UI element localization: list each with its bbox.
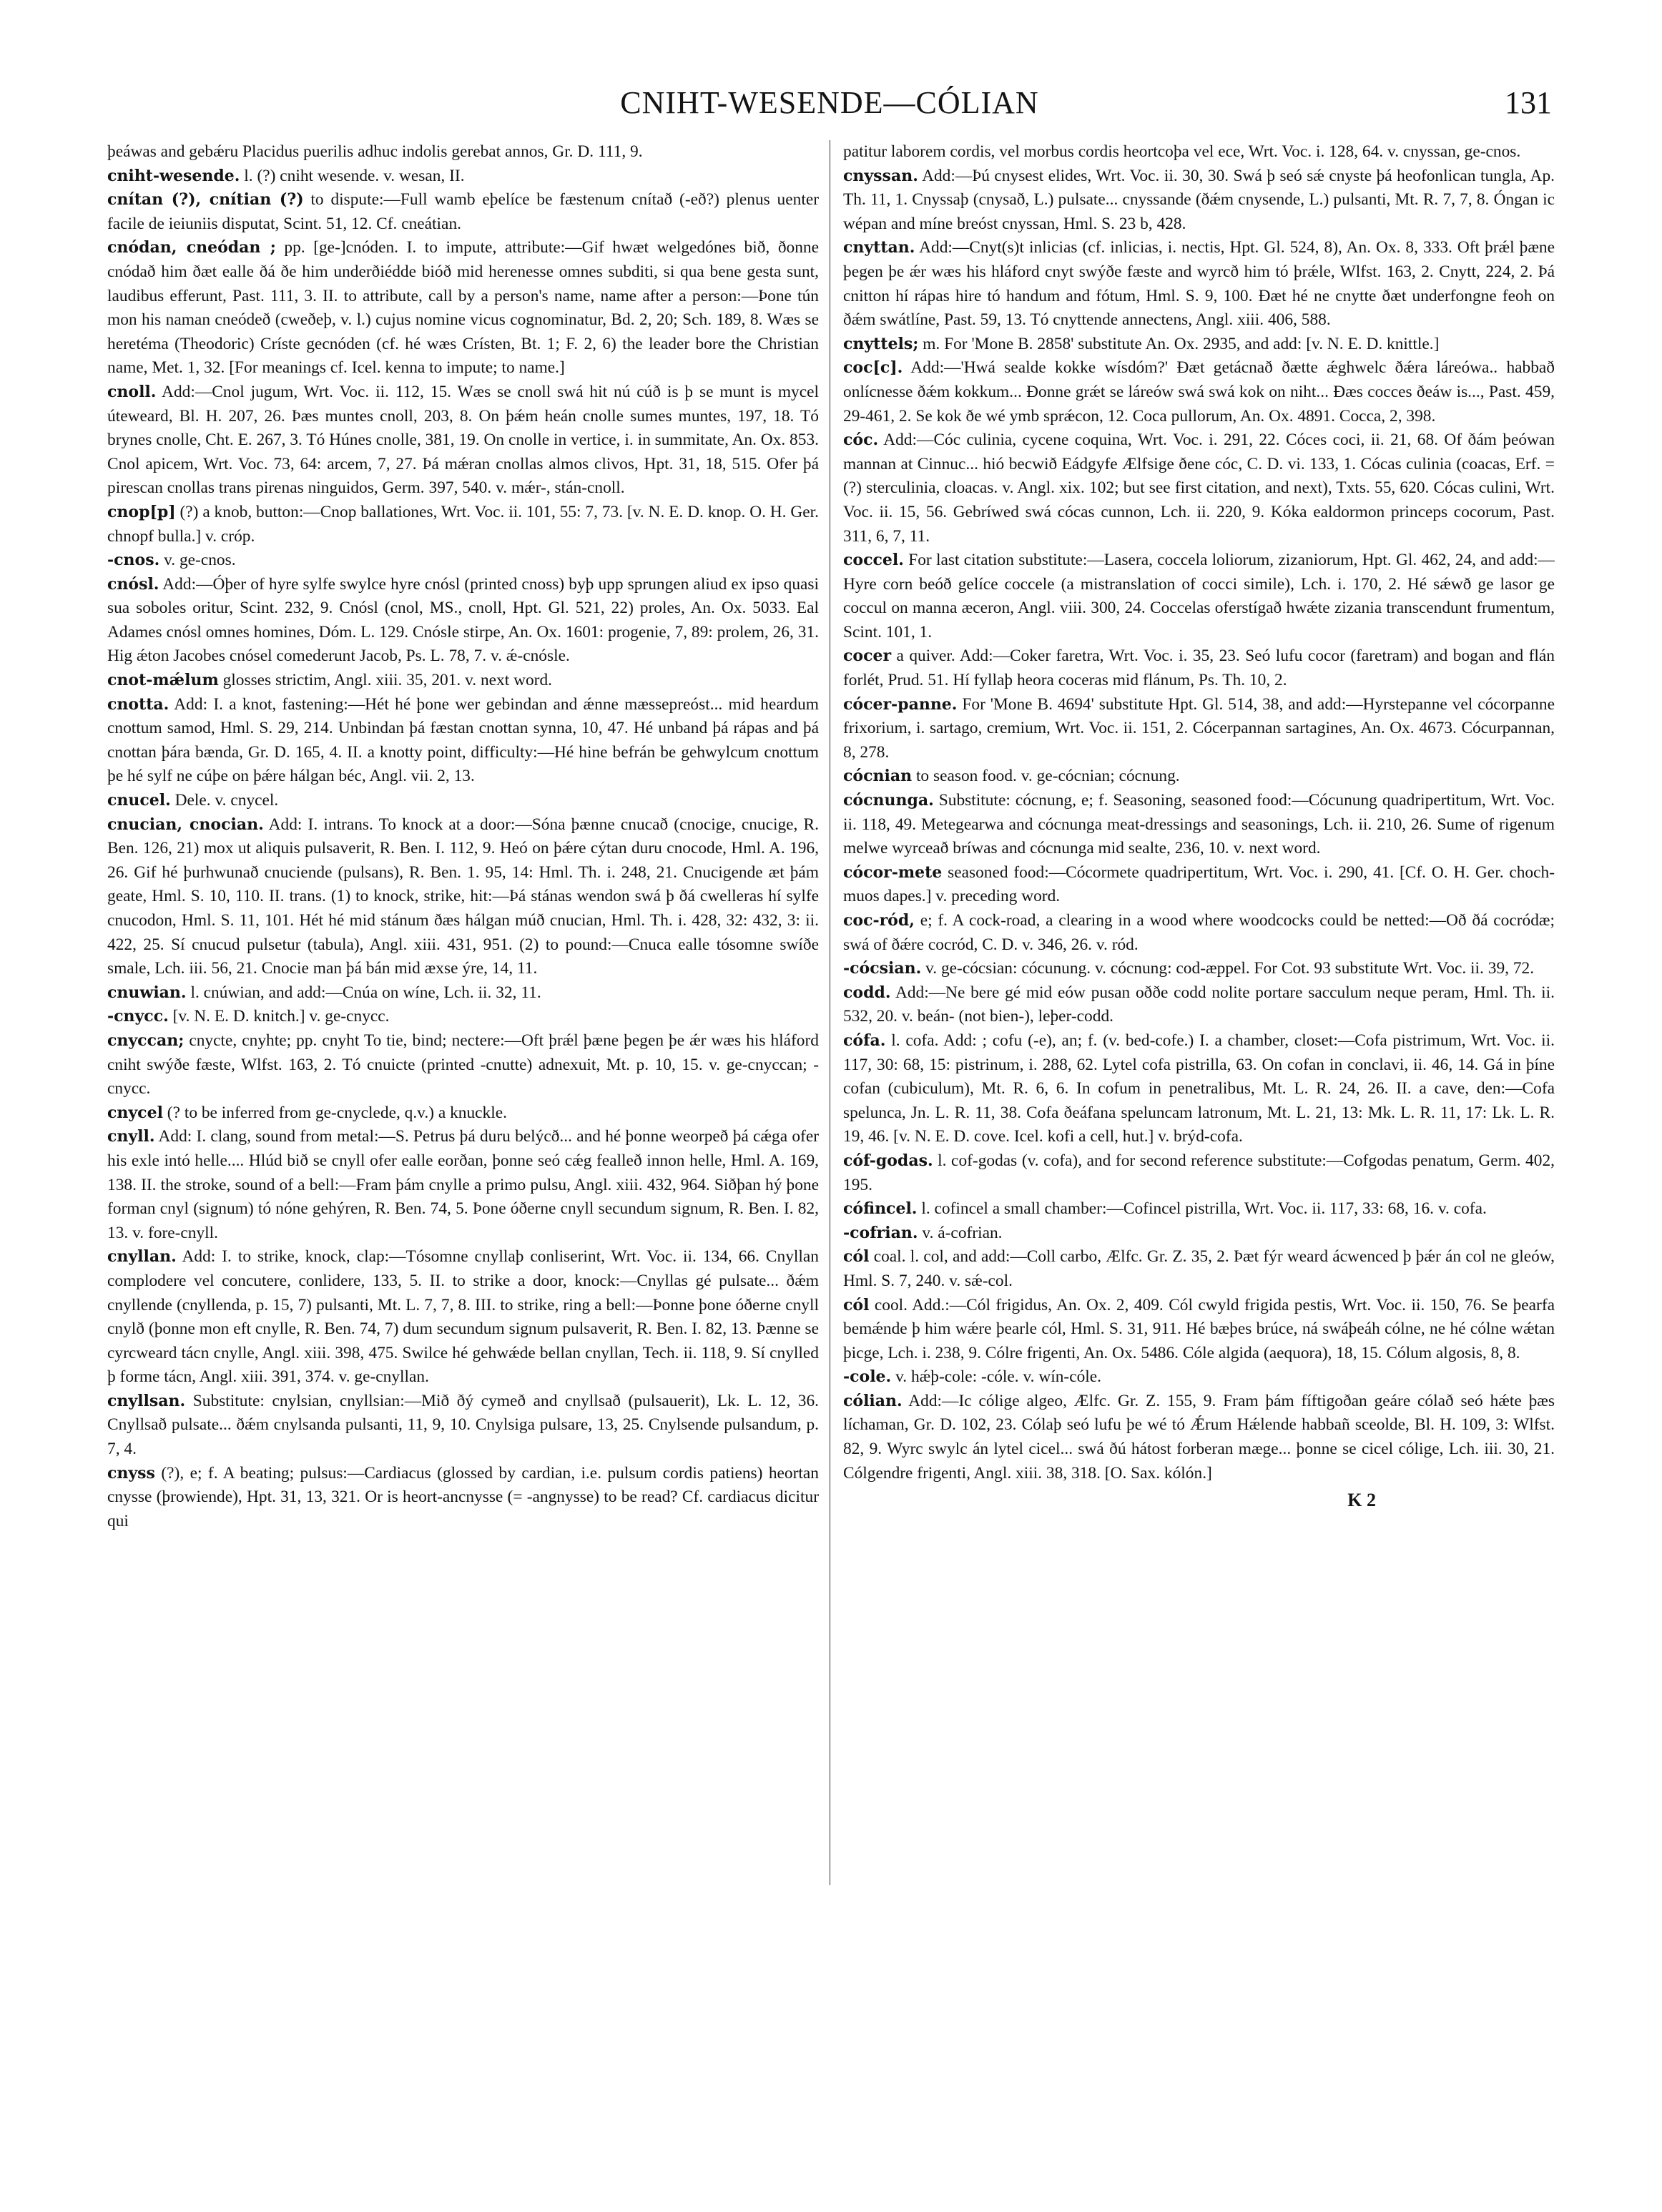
- entry-definition: coal. l. col, and add:—Coll carbo, Ælfc. Gr. Z. 35, 2. Þæt fýr weard ácwenced þ þǽr án col ne gleów, Hml. S. 7, 240. v. sǽ-col.: [843, 1247, 1555, 1290]
- entry-headword: cóc.: [843, 431, 879, 450]
- dictionary-entry: [843, 1221, 1555, 1246]
- entry-headword: cnyttan.: [843, 238, 915, 257]
- entry-definition: to season food. v. ge-cócnian; cócnung.: [915, 767, 1180, 786]
- entry-definition: [v. N. E. D. knitch.] v. ge-cnycc.: [172, 1007, 390, 1026]
- page-header: [107, 84, 1552, 142]
- dictionary-entry: [843, 1245, 1555, 1293]
- entry-definition: Dele. v. cnycel.: [174, 791, 279, 810]
- signature-mark: K 2: [1347, 1490, 1376, 1511]
- entry-definition: e; f. A cock-road, a clearing in a wood where woodcocks could be netted:—Oð ðá cocródæ; swá of ðǽre cocród, C. D. v. 346, 26. v. ród.: [843, 911, 1555, 954]
- text-columns: [107, 140, 1555, 2171]
- dictionary-entry: [843, 1294, 1555, 1366]
- entry-definition: þeáwas and gebǽru Placidus puerilis adhuc indolis gerebat annos, Gr. D. 111, 9.: [107, 142, 643, 161]
- entry-definition: l. cof-godas (v. cofa), and for second reference substitute:—Cofgodas penatum, Germ. 402, 195.: [843, 1151, 1555, 1194]
- entry-definition: Add:—Cnol jugum, Wrt. Voc. ii. 112, 15. Wæs se cnoll swá hit nú cúð is þ se munt is mycel úteweard, Bl. H. 207, 26. Þæs muntes cnoll, 203, 8. On þǽm heán cnolle sumes muntes, 197, 18. Tó brynes cnolle, Cht. E. 267, 3. Tó Húnes cnolle, 381, 19. On cnolle in vertice, i. in summitate, An. Ox. 853. Cnol apicem, Wrt. Voc. 73, 64: arcem, 7, 27. Þá mǽran cnollas almos clivos, Hpt. 31, 18, 515. Ofer þá pirescan cnollas trans pirenas ninguidos, Germ. 397, 540. v. mǽr-, stán-cnoll.: [107, 382, 819, 498]
- entry-headword: cócnian: [843, 767, 913, 786]
- entry-definition: v. ge-cnos.: [164, 551, 236, 570]
- dictionary-entry: [107, 549, 819, 573]
- dictionary-entry: [107, 380, 819, 501]
- entry-definition: Substitute: cócnung, e; f. Seasoning, seasoned food:—Cócunung quadripertitum, Wrt. Voc. ii. 118, 49. Metegearwa and cócnunga meat-dressings and seasonings, Lch. ii. 210, 26. Sume of rigenum melwe wyrceað bríwas and cócnunga mid sealte, 236, 10. v. next word.: [843, 791, 1555, 858]
- entry-headword: -cócsian.: [843, 959, 922, 978]
- entry-definition: Add:—Þú cnysest elides, Wrt. Voc. ii. 30, 30. Swá þ seó sǽ cnyste þá heofonlican tungla, Ap. Th. 11, 1. Cnyssaþ (cnysað, L.) pulsate... cnyssande (ðǽm cnysende, L.) pulsanti, Mt. R. 7, 7, 8. Óngan ic wépan and míne breóst cnyssan, Hml. S. 23 b, 428.: [843, 166, 1555, 233]
- entry-headword: cnotta.: [107, 694, 169, 714]
- dictionary-entry: [107, 140, 819, 164]
- entry-headword: cnyllan.: [107, 1247, 177, 1267]
- entry-definition: (?), e; f. A beating; pulsus:—Cardiacus (glossed by cardian, i.e. pulsum cordis patiens) heortan cnysse (þrowiende), Hpt. 31, 13, 321. Or is heort-ancnysse (= -angnysse) to be read? Cf. cardiacus dicitur qui: [107, 1463, 819, 1530]
- dictionary-entry: [843, 1029, 1555, 1149]
- entry-definition: cool. Add.:—Cól frigidus, An. Ox. 2, 409. Cól cwyld frigida pestis, Wrt. Voc. ii. 150, 76. Se þearfa bemǽnde þ him wǽre þearle cól, Hml. S. 31, 911. Hé bæþes brúce, ná swáþeáh cólne, ne hé cólne wǽtan þicge, Lch. i. 238, 9. Cólre frigenti, An. Ox. 5486. Cóle algida (aequora), 18, 15. Cólum algosis, 8, 8.: [843, 1295, 1555, 1362]
- dictionary-entry: [107, 573, 819, 669]
- entry-headword: -cofrian.: [843, 1223, 918, 1242]
- dictionary-entry: [843, 1149, 1555, 1197]
- dictionary-entry: [107, 693, 819, 789]
- dictionary-entry: [843, 1365, 1555, 1390]
- left-column: [107, 140, 819, 2171]
- page-number: 131: [1505, 85, 1552, 120]
- dictionary-entry: [843, 140, 1555, 164]
- entry-headword: -cnycc.: [107, 1007, 169, 1026]
- entry-definition: seasoned food:—Cócormete quadripertitum, Wrt. Voc. i. 290, 41. [Cf. O. H. Ger. choch-muos dapes.] v. preceding word.: [843, 862, 1555, 906]
- entry-definition: Add: I. clang, sound from metal:—S. Petrus þá duru belýcð... and hé þonne weorpeð þá cǽga ofer his exle intó helle.... Hlúd bið se cnyll ofer ealle eorðan, þonne seó cǽg fealleð innon helle, Hml. A. 169, 138. II. the stroke, sound of a bell:—Fram þám cnylle a primo pulsu, Angl. xiii. 432, 964. Siðþan hý þone forman cnyl (signum) tó nóne gehýren, R. Ben. 74, 5. Þone óðerne cnyll secundum signum, R. Ben. I. 82, 13. v. fore-cnyll.: [107, 1127, 819, 1242]
- entry-headword: coccel.: [843, 551, 904, 570]
- entry-headword: cnyll.: [107, 1127, 155, 1146]
- dictionary-entry: [107, 188, 819, 236]
- dictionary-entry: [107, 1462, 819, 1534]
- entry-headword: coc-ród,: [843, 911, 915, 930]
- entry-headword: cófincel.: [843, 1199, 918, 1219]
- entry-definition: Add: I. a knot, fastening:—Hét hé þone wer gebindan and ǽnne mæssepreóst... mid heardum cnottum samod, Hml. S. 29, 214. Unbindan þá fæstan cnottan synna, 10, 47. Hé unband þá rápas and þá cnottan þára bænda, Gr. D. 165, 4. II. a knotty point, difficulty:—Hé hine befrán be gehwylcum cnottum þe hé sylf ne cúþe on þǽre hálgan béc, Angl. vii. 2, 13.: [107, 694, 819, 786]
- entry-headword: cól: [843, 1247, 870, 1267]
- dictionary-entry: [843, 981, 1555, 1029]
- entry-headword: cólian.: [843, 1391, 903, 1410]
- dictionary-entry: [843, 236, 1555, 332]
- dictionary-entry: [107, 669, 819, 693]
- entry-headword: -cnos.: [107, 551, 160, 570]
- entry-definition: Add:—Cóc culinia, cycene coquina, Wrt. Voc. i. 291, 22. Cóces coci, ii. 21, 68. Of ðám þeówan mannan at Cinnuc... hió becwið Eádgyfe Ælfsige ðene cóc, C. D. vi. 133, 1. Cócas culinia (coacas, Erf. = (?) sterculinia, cloacas. v. Angl. xix. 102; but see first citation, and next), Txts. 55, 620. Cócas culini, Wrt. Voc. ii. 15, 56. Gebríwed swá cócas cunnon, Lch. ii. 220, 9. Kóka ealdormon princeps cocorum, Past. 311, 6, 7, 11.: [843, 431, 1555, 546]
- entry-definition: Add:—'Hwá sealde kokke wísdóm?' Ðæt getácnað ðætte ǽghwelc ðǽra láreówa.. habbað onlícnesse ðǽm kokkum... Ðonne grǽt se láreów swá swá kok on niht... Ðæs cocces ðeáw is..., Past. 459, 29-461, 2. Se kok ðe wé ymb sprǽcon, 12. Coca pullorum, An. Ox. 4891. Cocca, 2, 398.: [843, 358, 1555, 426]
- dictionary-entry: [843, 765, 1555, 789]
- entry-headword: cócer-panne.: [843, 694, 958, 714]
- running-head: CNIHT-WESENDE—CÓLIAN: [620, 85, 1039, 120]
- dictionary-entry: [843, 356, 1555, 428]
- entry-headword: cól: [843, 1295, 870, 1314]
- entry-headword: cnycel: [107, 1103, 163, 1122]
- entry-headword: cócor-mete: [843, 862, 943, 882]
- dictionary-entry: [107, 1101, 819, 1126]
- dictionary-entry: [107, 236, 819, 380]
- entry-definition: (?) a knob, button:—Cnop ballationes, Wrt. Voc. ii. 101, 55: 7, 73. [v. N. E. D. knop. O. H. Ger. chnopf bulla.] v. cróp.: [107, 502, 819, 546]
- dictionary-entry: [107, 1245, 819, 1390]
- entry-headword: cnyccan;: [107, 1031, 185, 1050]
- entry-definition: Add:—Cnyt(s)t inlicias (cf. inlicias, i. nectis, Hpt. Gl. 524, 8), An. Ox. 8, 333. Oft þrǽl þæne þegen þe ǽr wæs his hláford cnyt swýðe fæste and wyrcð him tó þrǽle, Wlfst. 163, 2. Cnytt, 224, 2. Þá cnitton hí rápas hire tó handum and fótum, Hml. S. 9, 100. Ðæt hé ne cnytte ðæt underfongne feoh on ðǽm swátlíne, Past. 59, 13. Tó cnyttende annectens, Angl. xiii. 406, 588.: [843, 238, 1555, 330]
- dictionary-entry: [107, 1005, 819, 1029]
- entry-definition: l. (?) cniht wesende. v. wesan, II.: [244, 166, 465, 185]
- dictionary-entry: [107, 1390, 819, 1462]
- entry-definition: to dispute:—Full wamb eþelíce be fæstenum cnítað (-eð?) plenus uenter facile de ieiuniis disputat, Scint. 51, 12. Cf. cneátian.: [107, 190, 819, 233]
- dictionary-entry: [843, 909, 1555, 957]
- entry-definition: Add: I. intrans. To knock at a door:—Sóna þænne cnucað (cnocige, cnucige, R. Ben. 126, 21) mox ut aliquis pulsaverit, R. Ben. I. 112, 9. Heó on þǽre cýtan duru cnocode, Hml. A. 196, 26. Gif hé þurhwunað cnuciende (pulsans), R. Ben. 1. 95, 14: Hml. Th. i. 248, 21. Cnucigende æt þám geate, Hml. S. 10, 110. II. trans. (1) to knock, strike, hit:—Þá stánas wendon swá þ ðá cwelleras hí sylfe cnucodon, Hml. S. 11, 101. Hét hé mid stánum ðæs hálgan múð cnucian, Hml. Th. i. 428, 32: 432, 3: ii. 422, 25. Sí cnucud pulsetur (tabula), Angl. xiii. 431, 951. (2) to pound:—Cnuca ealle tósomne swíðe smale, Lch. iii. 56, 21. Cnocie man þá bán mid æxse ýre, 14, 11.: [107, 815, 819, 978]
- entry-headword: cófa.: [843, 1031, 886, 1050]
- dictionary-entry: [107, 164, 819, 189]
- dictionary-entry: [843, 861, 1555, 909]
- entry-headword: cócnunga.: [843, 791, 934, 810]
- dictionary-entry: [843, 333, 1555, 357]
- entry-definition: patitur laborem cordis, vel morbus cordis heortcoþa vel ece, Wrt. Voc. i. 128, 64. v. cnyssan, ge-cnos.: [843, 142, 1521, 161]
- entry-definition: Add:—Ne bere gé mid eów pusan oððe codd nolite portare sacculum neque peram, Hml. Th. ii. 532, 20. v. beán- (not bien-), leþer-codd.: [843, 983, 1555, 1026]
- entry-definition: l. cnúwian, and add:—Cnúa on wíne, Lch. ii. 32, 11.: [190, 983, 541, 1002]
- entry-definition: For last citation substitute:—Lasera, coccela loliorum, zizaniorum, Hpt. Gl. 462, 24, and add:—Hyre corn beóð gelíce coccele (a mistranslation of cocci simile), Lch. i. 170, 2. Hé sǽwð ge lasor ge coccul on manna æceron, Angl. viii. 300, 24. Coccelas oferstígað hwǽte zizania transcendunt frumentum, Scint. 101, 1.: [843, 551, 1555, 642]
- entry-headword: cnot-mǽlum: [107, 671, 219, 690]
- entry-definition: m. For 'Mone B. 2858' substitute An. Ox. 2935, and add: [v. N. E. D. knittle.]: [923, 334, 1440, 353]
- entry-definition: l. cofincel a small chamber:—Cofincel pistrilla, Wrt. Voc. ii. 117, 33: 68, 16. v. cofa.: [921, 1199, 1487, 1219]
- entry-definition: Add:—Ic cólige algeo, Ælfc. Gr. Z. 155, 9. Fram þám fíftigoðan geáre cólað seó hǽte þæs líchaman, Gr. D. 102, 23. Cólaþ seó lufu þe wé tó Ǽrum Hǽlende habbañ sceolde, Bl. H. 109, 3: Wlfst. 82, 9. Wyrc swylc án lytel cicel... swá ðú hátost forberan mæge... þonne se cicel cólige, Lch. iii. 30, 21. Cólgendre frigenti, Angl. xiii. 38, 318. [O. Sax. kólón.]: [843, 1391, 1555, 1483]
- entry-headword: cnósl.: [107, 574, 159, 594]
- entry-headword: cocer: [843, 647, 892, 666]
- entry-definition: cnycte, cnyhte; pp. cnyht To tie, bind; nectere:—Oft þrǽl þæne þegen þe ǽr wæs his hláford cniht swýðe fæste, Wlfst. 163, 2. Tó cnuicte (printed -cnutte) adnexuit, Mt. p. 10, 15. v. ge-cnyccan; -cnycc.: [107, 1031, 819, 1098]
- entry-definition: v. ge-cócsian: cócunung. v. cócnung: cod-æppel. For Cot. 93 substitute Wrt. Voc. ii. 39, 72.: [925, 959, 1535, 978]
- dictionary-entry: [843, 789, 1555, 861]
- entry-headword: cnyttels;: [843, 334, 919, 353]
- dictionary-entry: [843, 428, 1555, 549]
- entry-definition: (? to be inferred from ge-cnyclede, q.v.) a knuckle.: [167, 1103, 507, 1122]
- entry-headword: cnuwian.: [107, 983, 187, 1002]
- entry-headword: cnyllsan.: [107, 1391, 186, 1410]
- dictionary-entry: [107, 1125, 819, 1245]
- entry-headword: cnódan, cneódan ;: [107, 238, 276, 257]
- entry-headword: cnop[p]: [107, 502, 176, 521]
- dictionary-entry: [843, 164, 1555, 237]
- dictionary-entry: [843, 644, 1555, 692]
- entry-definition: l. cofa. Add: ; cofu (-e), an; f. (v. bed-cofe.) I. a chamber, closet:—Cofa pistrimum, Wrt. Voc. ii. 117, 30: 68, 15: pistrinum, i. 288, 62. Lytel cofa pistrilla, 63. On cofan in conclavi, ii. 46, 14. Gá in þíne cofan (cubiculum), Mt. R. 6, 6. In cofum in penetralibus, Mt. L. R. 24, 26. II. a cave, den:—Cofa spelunca, Jn. L. R. 11, 38. Cofa ðeáfana speluncam latronum, Mt. L. 21, 13: Mk. L. R. 11, 17: Lk. L. R. 19, 46. [v. N. E. D. cove. Icel. kofi a cell, hut.] v. brýd-cofa.: [843, 1031, 1555, 1146]
- entry-definition: glosses strictim, Angl. xiii. 35, 201. v. next word.: [222, 671, 553, 690]
- entry-definition: Add:—Óþer of hyre sylfe swylce hyre cnósl (printed cnoss) byþ upp sprungen aliud ex ipso quasi sua soboles oritur, Scint. 232, 9. Cnósl (cnol, MS., cnoll, Hpt. Gl. 521, 22) proles, An. Ox. 5033. Eal Adames cnósl omnes homines, Dóm. L. 129. Cnósle stirpe, An. Ox. 1601: progenie, 7, 89: prolem, 26, 31. Hig ǽton Jacobes cnósel comederunt Jacob, Ps. L. 78, 7. v. ǽ-cnósle.: [107, 574, 819, 666]
- entry-definition: v. á-cofrian.: [922, 1223, 1003, 1242]
- entry-headword: cnyss: [107, 1463, 155, 1483]
- entry-definition: For 'Mone B. 4694' substitute Hpt. Gl. 514, 38, and add:—Hyrstepanne vel cócorpanne frixorium, i. sartago, cremium, Wrt. Voc. ii. 151, 2. Cócerpannan sartagines, An. Ox. 4673. Cócurpannan, 8, 278.: [843, 694, 1555, 762]
- entry-headword: cniht-wesende.: [107, 166, 240, 185]
- dictionary-entry: [843, 693, 1555, 765]
- entry-definition: v. hǽþ-cole: -cóle. v. wín-cóle.: [895, 1367, 1102, 1387]
- dictionary-entry: [107, 813, 819, 981]
- entry-definition: Substitute: cnylsian, cnyllsian:—Mið ðý cymeð and cnyllsað (pulsauerit), Lk. L. 12, 36. Cnyllsað pulsate... ðǽm cnylsanda pulsanti, 11, 9, 10. Cnylsiga pulsare, 13, 25. Cnylsende pulsandum, p. 7, 4.: [107, 1391, 819, 1459]
- entry-definition: a quiver. Add:—Coker faretra, Wrt. Voc. i. 35, 23. Seó lufu cocor (faretram) and bogan and flán forlét, Prud. 51. Hí fyllaþ heora coceras mid flánum, Ps. Th. 10, 2.: [843, 647, 1555, 690]
- entry-headword: codd.: [843, 983, 891, 1002]
- entry-headword: cnyssan.: [843, 166, 918, 185]
- dictionary-entry: [107, 981, 819, 1006]
- dictionary-entry: [107, 501, 819, 549]
- dictionary-entry: [843, 1390, 1555, 1485]
- dictionary-entry: [843, 957, 1555, 981]
- right-column: [843, 140, 1555, 2171]
- entry-headword: cnítan (?), cnítian (?): [107, 190, 304, 210]
- entry-definition: Add: I. to strike, knock, clap:—Tósomne cnyllaþ conliserint, Wrt. Voc. ii. 134, 66. Cnyllan complodere vel concutere, conlidere, 133, 5. II. to strike a door, knock:—Cnyllas gé pulsate... ðǽm cnyllende (cnyllenda, p. 15, 7) pulsanti, Mt. L. 7, 7, 8. III. to strike, ring a bell:—Þonne þone óðerne cnyll cnylð (þonne mon eft cnylle, R. Ben. 74, 7) dum secundum signum pulsaverit, R. Ben. I. 82, 13. Þænne se cyrcweard tácn cnylle, Angl. xiii. 398, 475. Swilce hé gehwǽde bellan cnyllan, Tech. ii. 118, 9. Sí cnylled þ forme tácn, Angl. xiii. 391, 374. v. ge-cnyllan.: [107, 1247, 819, 1387]
- entry-headword: cnoll.: [107, 382, 157, 401]
- entry-headword: cnucian, cnocian.: [107, 815, 264, 834]
- dictionary-entry: [843, 1197, 1555, 1221]
- entry-headword: -cole.: [843, 1367, 892, 1387]
- dictionary-entry: [843, 549, 1555, 644]
- entry-headword: cnucel.: [107, 791, 171, 810]
- entry-headword: cóf-godas.: [843, 1151, 933, 1170]
- entry-headword: coc[c].: [843, 358, 903, 378]
- dictionary-entry: [107, 1029, 819, 1101]
- dictionary-entry: [107, 789, 819, 813]
- entry-definition: pp. [ge-]cnóden. I. to impute, attribute:—Gif hwæt welgedónes bið, ðonne cnódað him ðæt ealle ðá ðe him underðiédde bióð mid herenesse omnes subditi, si qua bene gesta sunt, laudibus efferunt, Past. 111, 3. II. to attribute, call by a person's name, name after a person:—Þone tún mon his naman cneódeð (cweðeþ, v. l.) cujus nomine vicus cognominatur, Bd. 2, 20; Sch. 189, 8. Wæs se heretéma (Theodoric) Críste gecnóden (cf. hé wæs Crísten, Bt. 1; F. 2, 6) the leader bore the Christian name, Met. 1, 32. [For meanings cf. Icel. kenna to impute; to name.]: [107, 238, 819, 378]
